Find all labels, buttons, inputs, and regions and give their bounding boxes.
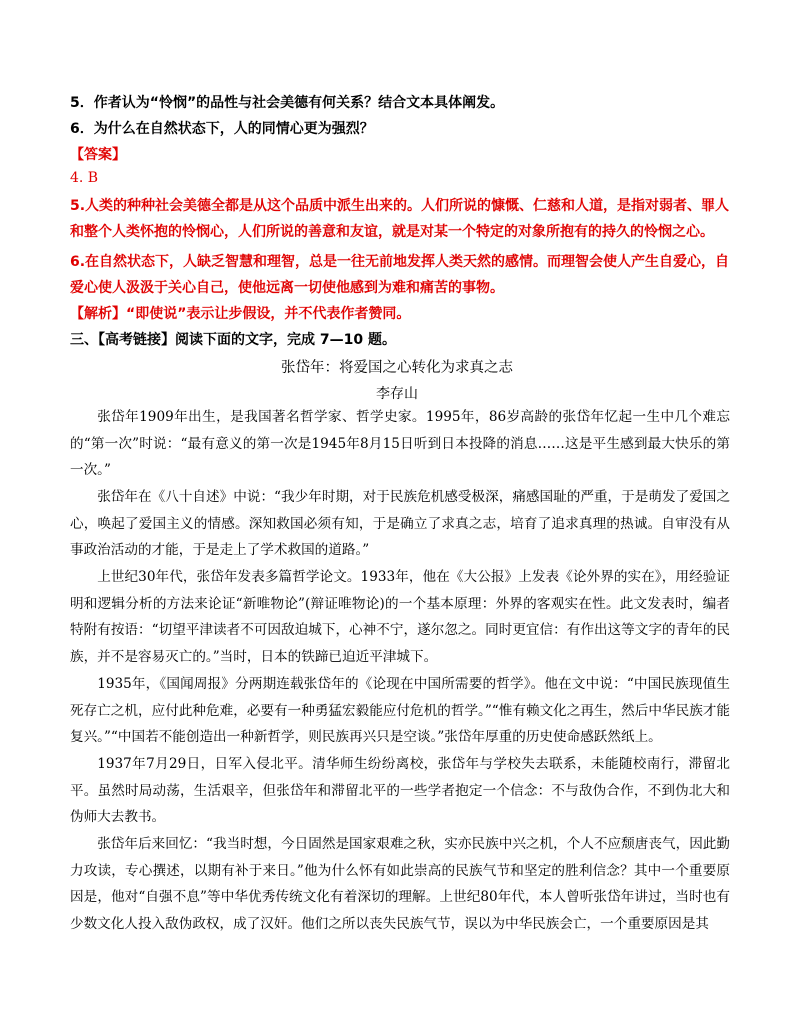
question-6: 6．为什么在自然状态下，人的同情心更为强烈？ bbox=[70, 121, 374, 137]
article-paragraph: 1935年，《国闻周报》分两期连载张岱年的《论现在中国所需要的哲学》。他在文中说：“中国民族现值生死存亡之机，应付此种危难，必要有一种勇猛宏毅能应付危机的哲学。”“惟有赖文化之再生，然后中华民族才能复兴。”“中国若不能创造出一种新哲学，则民族再兴只是空谈。”张岱年厚重的历史使命感跃然纸上。 bbox=[70, 676, 730, 745]
section-3-prefix: 三、 bbox=[70, 332, 98, 348]
article-paragraph: 张岱年1909年出生，是我国著名哲学家、哲学史家。1995年，86岁高龄的张岱年忆起一生中几个难忘的“第一次”时说：“最有意义的第一次是1945年8月15日听到日本投降的消息……这是平生感到最大快乐的第一次。” bbox=[70, 409, 730, 478]
answer-4: 4. B bbox=[70, 170, 99, 186]
article-author: 李存山 bbox=[376, 386, 418, 402]
analysis-line bbox=[70, 303, 730, 323]
article-title: 张岱年：将爱国之心转化为求真之志 bbox=[281, 360, 513, 376]
article-paragraph: 张岱年后来回忆：“我当时想，今日固然是国家艰难之秋，实亦民族中兴之机，个人不应颓唐丧气，因此勤力攻读，专心撰述，以期有补于来日。”他为什么怀有如此崇高的民族气节和坚定的胜利信念？其中一个重要原因是，他对“自强不息”等中华优秀传统文化有着深切的理解。上世纪80年代，本人曾听张岱年讲过，当时也有少数文化人投入敌伪政权，成了汉奸。他们之所以丧失民族气节，误以为中华民族会亡，一个重要原因是其 bbox=[70, 836, 730, 932]
article-paragraph: 张岱年在《八十自述》中说：“我少年时期，对于民族危机感受极深，痛感国耻的严重，于是萌发了爱国之心，唤起了爱国主义的情感。深知救国必须有知，于是确立了求真之志，培育了追求真理的热诚。自审没有从事政治活动的才能，于是走上了学术救国的道路。” bbox=[70, 489, 730, 558]
gaokao-link-tag: 【高考链接】 bbox=[98, 332, 175, 348]
answer-5: 5.人类的种种社会美德全都是从这个品质中派生出来的。人们所说的慷慨、仁慈和人道，是指对弱者、罪人和整个人类怀抱的怜悯心，人们所说的善意和友谊，就是对某一个特定的对象所抱有的持久的怜悯之心。 bbox=[70, 198, 730, 240]
section-3-instruction: 阅读下面的文字，完成 7—10 题。 bbox=[175, 332, 396, 348]
article-paragraph: 1937年7月29日，日军入侵北平。清华师生纷纷离校，张岱年与学校失去联系，未能随校南行，滞留北平。虽然时局动荡，生活艰辛，但张岱年和滞留北平的一些学者抱定一个信念：不与敌伪合作，不到伪北大和伪师大去教书。 bbox=[70, 756, 730, 825]
article-paragraph: 上世纪30年代，张岱年发表多篇哲学论文。1933年，他在《大公报》上发表《论外界的实在》，用经验证明和逻辑分析的方法来论证“新唯物论”(辩证唯物论)的一个基本原理：外界的客观实在性。此文发表时，编者特附有按语：“切望平津读者不可因敌迫城下，心神不宁，遂尔忽之。同时更宜信：有作出这等文字的青年的民族，并不是容易灭亡的。”当时，日本的铁蹄已迫近平津城下。 bbox=[70, 569, 730, 665]
analysis-heading: 【解析】 bbox=[70, 306, 126, 322]
answer-6: 6.在自然状态下，人缺乏智慧和理智，总是一往无前地发挥人类天然的感情。而理智会使人产生自爱心，自爱心使人汲汲于关心自己，使他远离一切使他感到为难和痛苦的事物。 bbox=[70, 254, 730, 296]
section-3-header bbox=[70, 329, 730, 349]
question-5: 5．作者认为“怜悯”的品性与社会美德有何关系？结合文本具体阐发。 bbox=[70, 95, 505, 111]
analysis-text: “即使说”表示让步假设，并不代表作者赞同。 bbox=[126, 306, 411, 322]
answer-heading: 【答案】 bbox=[70, 147, 126, 163]
